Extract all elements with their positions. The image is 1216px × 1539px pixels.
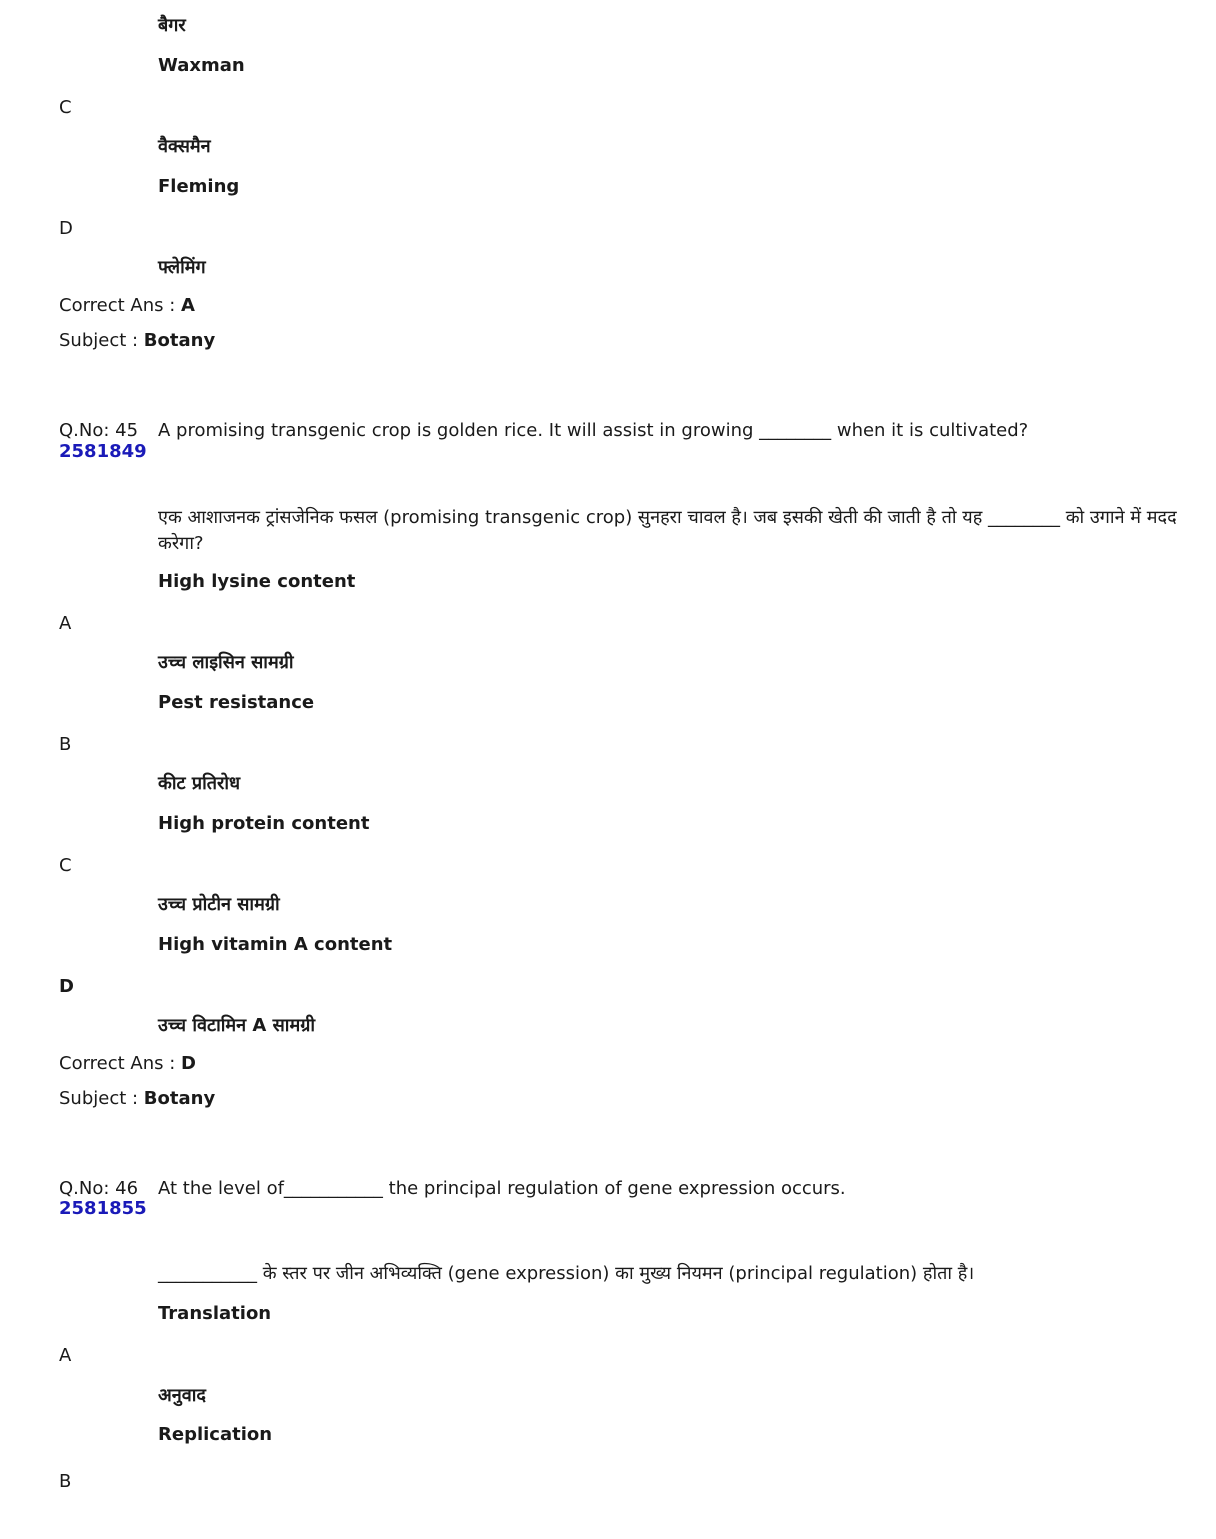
option-b-letter: B <box>59 1471 72 1492</box>
option-d-hindi: उच्च विटामिन A सामग्री <box>158 1015 316 1036</box>
option-d-english: High vitamin A content <box>158 934 393 955</box>
option-a-letter: A <box>59 1345 72 1366</box>
option-a-english: Translation <box>158 1303 272 1324</box>
option-b-hindi: बैगर <box>158 15 186 36</box>
option-c-hindi: वैक्समैन <box>158 136 211 157</box>
subject <box>59 329 215 353</box>
option-b-letter: B <box>59 734 72 755</box>
question-text-hindi: एक आशाजनक ट्रांसजेनिक फसल (promising transgenic crop) सुनहरा चावल है। जब इसकी खेती की जाती है तो यह ________ को उगाने में मदद करेगा? <box>158 507 1177 554</box>
option-c-hindi: उच्च प्रोटीन सामग्री <box>158 894 280 915</box>
question-id: 2581855 <box>59 1198 147 1219</box>
correct-answer <box>59 1052 196 1076</box>
option-a-letter: A <box>59 613 72 634</box>
subject-label: Subject : <box>59 330 144 351</box>
option-c-english: Waxman <box>158 55 245 76</box>
subject <box>59 1087 215 1111</box>
option-d-letter: D <box>59 976 74 997</box>
question-text-english: A promising transgenic crop is golden rice. It will assist in growing ________ when it is cultivated? <box>158 420 1029 441</box>
option-d-english: Fleming <box>158 176 240 197</box>
correct-answer-value: D <box>181 1053 196 1074</box>
question-number: Q.No: 45 <box>59 420 139 441</box>
question-text-english: At the level of___________ the principal regulation of gene expression occurs. <box>158 1178 846 1199</box>
subject-value: Botany <box>143 1088 216 1109</box>
option-c-letter: C <box>59 855 72 876</box>
option-c-english: High protein content <box>158 813 370 834</box>
option-b-english: Pest resistance <box>158 692 315 713</box>
option-d-letter: D <box>59 218 73 239</box>
subject-value: Botany <box>143 330 216 351</box>
option-b-english: Replication <box>158 1424 273 1445</box>
option-a-english: High lysine content <box>158 571 356 592</box>
correct-answer-label: Correct Ans : <box>59 295 182 316</box>
option-b-hindi: कीट प्रतिरोध <box>158 773 241 794</box>
correct-answer <box>59 294 195 318</box>
option-a-hindi: उच्च लाइसिन सामग्री <box>158 652 294 673</box>
option-a-hindi: अनुवाद <box>158 1385 206 1406</box>
correct-answer-label: Correct Ans : <box>59 1053 182 1074</box>
question-number: Q.No: 46 <box>59 1178 139 1199</box>
option-d-hindi: फ्लेमिंग <box>158 257 206 278</box>
correct-answer-value: A <box>181 295 195 316</box>
question-id: 2581849 <box>59 441 147 462</box>
subject-label: Subject : <box>59 1088 144 1109</box>
question-text-hindi: ___________ के स्तर पर जीन अभिव्यक्ति (gene expression) का मुख्य नियमन (principal regulation) होता है। <box>158 1263 975 1284</box>
option-c-letter: C <box>59 97 72 118</box>
